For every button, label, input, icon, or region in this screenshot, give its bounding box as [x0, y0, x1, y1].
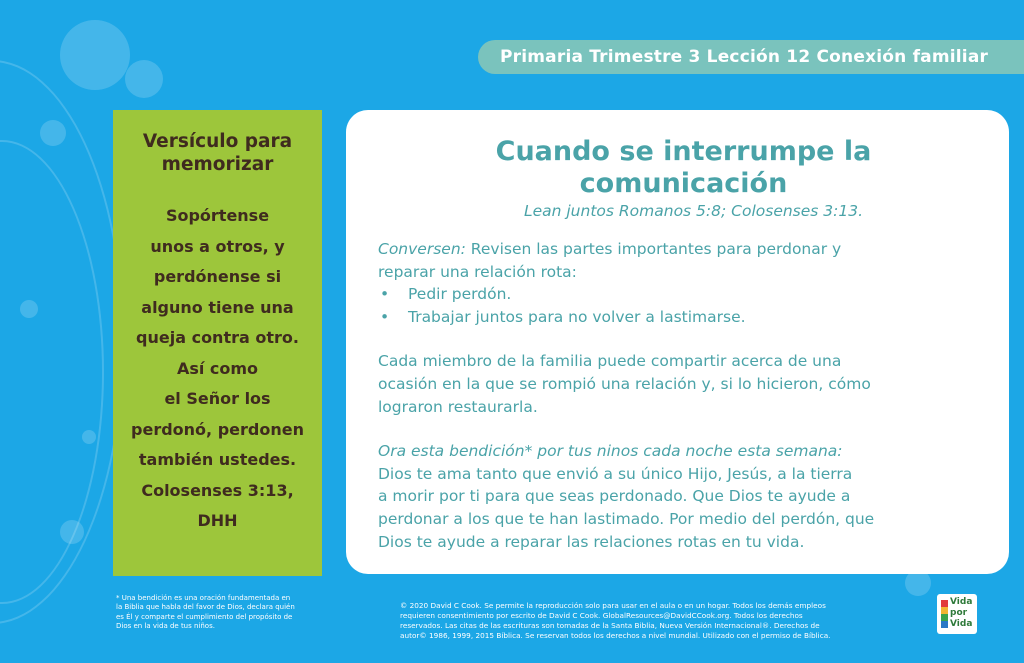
blessing-footnote	[116, 594, 328, 632]
verse-line: perdonó, perdonen	[131, 419, 304, 439]
logo-text	[950, 597, 972, 630]
logo-line: Vida	[950, 619, 973, 629]
family-paragraph	[378, 350, 979, 418]
copyright-line: requieren consentimiento por escrito de David C Cook. GlobalResources@DavidCCook.org. Todos los derechos	[400, 611, 803, 620]
verse-line: alguno tiene una	[141, 297, 294, 317]
blessing-line: Dios te ayude a reparar las relaciones rotas en tu vida.	[378, 532, 805, 551]
footnote-line: la Biblia que habla del favor de Dios, declara quién	[116, 603, 295, 612]
footnote-line: Dios en la vida de tus niños.	[116, 622, 215, 631]
converse-text: Revisen las partes importantes para perdonar y	[465, 240, 842, 258]
blessing-line: perdonar a los que te han lastimado. Por medio del perdón, que	[378, 509, 875, 528]
list-item: • Pedir perdón.	[378, 283, 979, 306]
memory-verse-title-line: memorizar	[161, 154, 274, 175]
converse-paragraph	[378, 238, 979, 261]
memory-verse-text	[113, 201, 322, 537]
vida-por-vida-logo	[937, 594, 977, 634]
family-line: ocasión en la que se rompió una relación y, si lo hicieron, cómo	[378, 374, 871, 393]
card-subtitle: Lean juntos Romanos 5:8; Colosenses 3:13.	[523, 202, 864, 220]
list-item: • Trabajar juntos para no volver a lastimarse.	[378, 306, 979, 329]
verse-line: Así como	[176, 358, 259, 378]
verse-line: Sopórtense	[165, 206, 270, 225]
verse-line: Colosenses 3:13,	[141, 480, 294, 500]
family-line: lograron restaurarla.	[378, 397, 538, 416]
footnote-line: es Él y comparte el cumplimiento del propósito de	[116, 612, 293, 621]
blessing-line: Dios te ama tanto que envió a su único Hijo, Jesús, a la tierra	[378, 464, 853, 483]
memory-verse-title	[113, 130, 322, 176]
copyright-line: autor© 1986, 1999, 2015 Bíblica. Se reservan todos los derechos a nivel mundial. Utilizado con el permiso de Bíblica.	[400, 631, 831, 640]
verse-line: también ustedes.	[138, 450, 297, 469]
verse-line: queja contra otro.	[136, 328, 299, 347]
footnote-line: * Una bendición es una oración fundamentada en	[116, 594, 291, 602]
steps-list	[378, 283, 979, 328]
lesson-header: Primaria Trimestre 3 Lección 12 Conexión familiar	[478, 40, 1024, 74]
copyright-line: reservados. Las citas de las escrituras son tomadas de la Santa Biblia, Nueva Versión Internacional®. Derechos de	[400, 621, 820, 630]
converse-text-line: reparar una relación rota:	[378, 262, 577, 281]
verse-line: perdónense si	[153, 267, 282, 286]
verse-line: el Señor los	[164, 389, 271, 408]
copyright-notice	[400, 601, 930, 641]
memory-verse-title-line: Versículo para	[142, 131, 293, 152]
blessing-line: a morir por ti para que seas perdonado. Que Dios te ayude a	[378, 487, 851, 506]
verse-line: unos a otros, y	[150, 236, 285, 256]
memory-verse-box	[113, 110, 322, 576]
verse-line: DHH	[197, 511, 238, 530]
logo-stripes-icon	[941, 600, 948, 628]
lesson-card	[346, 110, 1009, 574]
card-title: Cuando se interrumpe la comunicación	[495, 136, 872, 199]
logo-line: Vida	[950, 597, 973, 607]
copyright-line: © 2020 David C Cook. Se permite la reproducción solo para usar en el aula o en un hogar. Todos los demás empleos	[400, 601, 826, 610]
family-line: Cada miembro de la familia puede compartir acerca de una	[378, 352, 842, 371]
converse-label: Conversen:	[378, 240, 466, 258]
blessing-label: Ora esta bendición* por tus ninos cada noche esta semana:	[378, 442, 843, 461]
blessing-paragraph	[378, 440, 979, 553]
logo-line: por	[950, 608, 968, 618]
